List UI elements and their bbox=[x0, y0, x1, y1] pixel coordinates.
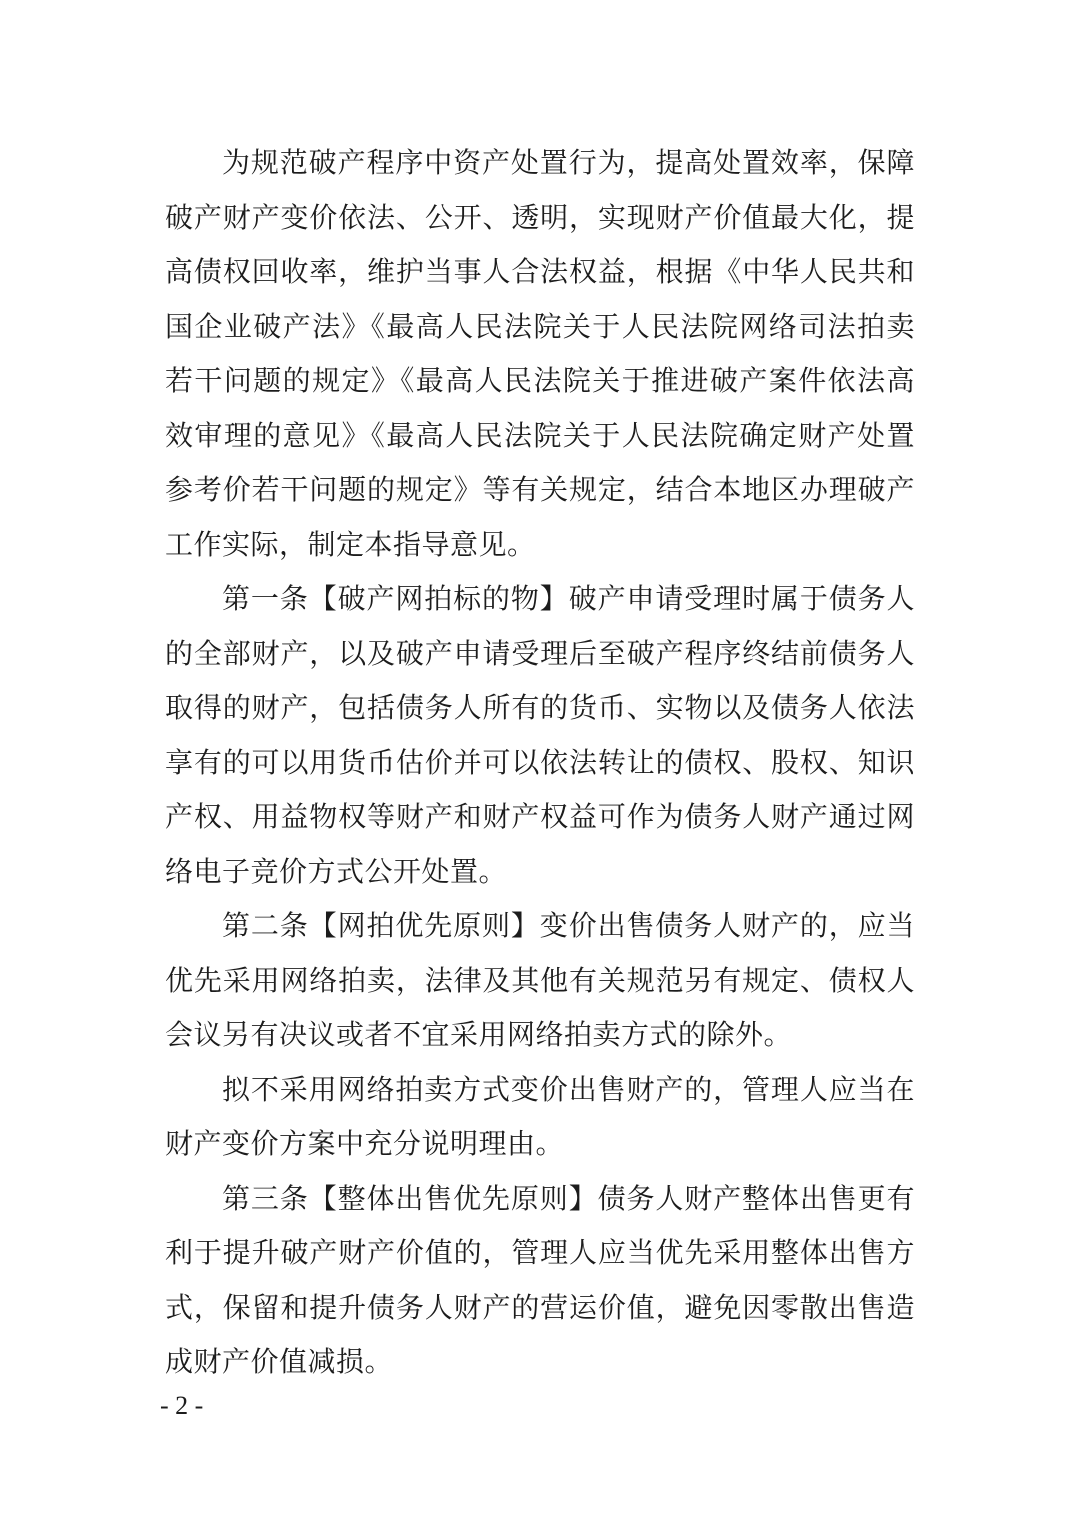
text-line: 成财产价值减损。 bbox=[165, 1345, 394, 1378]
text-line: 的全部财产，以及破产申请受理后至破产程序终结前债务人 bbox=[165, 636, 915, 670]
text-line: 国企业破产法》《最高人民法院关于人民法院网络司法拍卖 bbox=[165, 309, 915, 343]
text-line: 利于提升破产财产价值的，管理人应当优先采用整体出售方 bbox=[165, 1236, 915, 1269]
document-body bbox=[165, 136, 915, 1390]
page-number: - 2 - bbox=[160, 1391, 204, 1420]
text-line: 式，保留和提升债务人财产的营运价值，避免因零散出售造 bbox=[165, 1290, 915, 1324]
text-line: 参考价若干问题的规定》等有关规定，结合本地区办理破产 bbox=[165, 473, 915, 506]
text-line: 工作实际，制定本指导意见。 bbox=[165, 527, 536, 561]
article-2-paragraph bbox=[165, 899, 915, 1063]
text-line: 享有的可以用货币估价并可以依法转让的债权、股权、知识 bbox=[165, 745, 915, 779]
text-line: 高债权回收率，维护当事人合法权益，根据《中华人民共和 bbox=[165, 255, 915, 288]
text-line: 产权、用益物权等财产和财产权益可作为债务人财产通过网 bbox=[165, 800, 915, 833]
text-line: 优先采用网络拍卖，法律及其他有关规范另有规定、债权人 bbox=[165, 963, 915, 997]
text-line: 若干问题的规定》《最高人民法院关于推进破产案件依法高 bbox=[165, 364, 915, 397]
text-line: 拟不采用网络拍卖方式变价出售财产的，管理人应当在 bbox=[222, 1072, 915, 1106]
text-line: 会议另有决议或者不宜采用网络拍卖方式的除外。 bbox=[165, 1018, 793, 1051]
text-line: 第三条【整体出售优先原则】债务人财产整体出售更有 bbox=[222, 1181, 915, 1215]
preamble-paragraph bbox=[165, 136, 915, 572]
article-1-paragraph bbox=[165, 572, 915, 899]
article-2-supplement-paragraph bbox=[165, 1063, 915, 1172]
text-line: 效审理的意见》《最高人民法院关于人民法院确定财产处置 bbox=[165, 418, 915, 452]
article-3-paragraph bbox=[165, 1172, 915, 1390]
text-line: 第一条【破产网拍标的物】破产申请受理时属于债务人 bbox=[222, 582, 915, 615]
text-line: 为规范破产程序中资产处置行为，提高处置效率，保障 bbox=[222, 146, 915, 179]
text-line: 财产变价方案中充分说明理由。 bbox=[165, 1127, 565, 1160]
text-line: 取得的财产，包括债务人所有的货币、实物以及债务人依法 bbox=[165, 691, 915, 724]
text-line: 第二条【网拍优先原则】变价出售债务人财产的，应当 bbox=[222, 909, 915, 942]
text-line: 络电子竞价方式公开处置。 bbox=[165, 854, 508, 888]
text-line: 破产财产变价依法、公开、透明，实现财产价值最大化，提 bbox=[165, 200, 915, 234]
